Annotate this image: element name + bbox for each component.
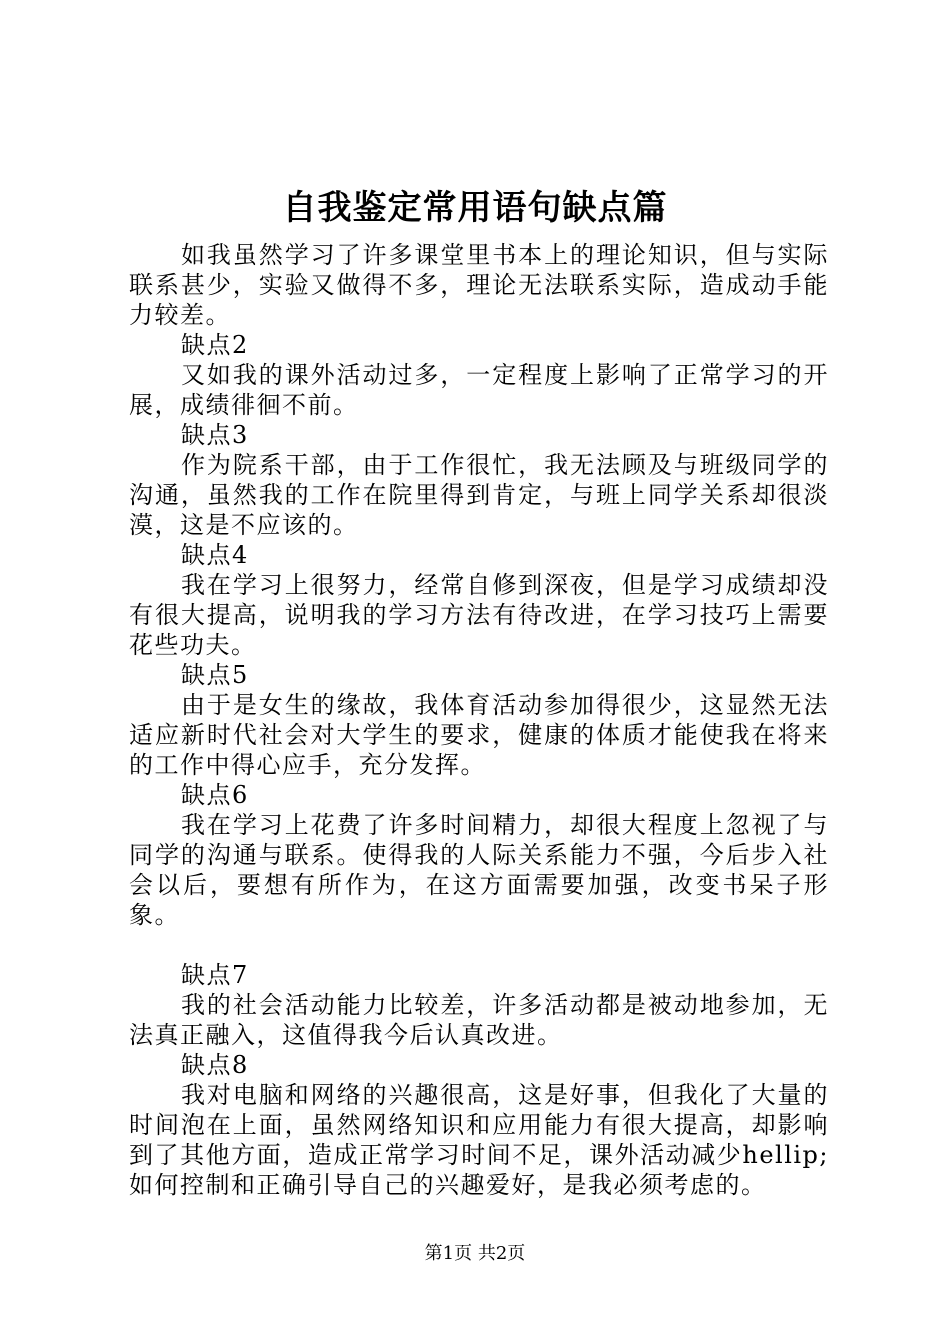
section-paragraph: 我对电脑和网络的兴趣很高，这是好事，但我化了大量的时间泡在上面，虽然网络知识和应用能力有很大提高，却影响到了其他方面，造成正常学习时间不足，课外活动减少hellip;如何控制和正确引导自己的兴趣爱好，是我必须考虑的。	[129, 1081, 829, 1199]
document-body	[129, 240, 829, 1200]
section-heading: 缺点3	[181, 421, 249, 449]
section-heading: 缺点4	[181, 541, 249, 569]
section-paragraph: 我的社会活动能力比较差，许多活动都是被动地参加，无法真正融入，这值得我今后认真改进。	[129, 991, 829, 1049]
section-heading: 缺点6	[181, 781, 249, 809]
section-heading: 缺点2	[181, 331, 249, 359]
section-paragraph: 作为院系干部，由于工作很忙，我无法顾及与班级同学的沟通，虽然我的工作在院里得到肯定，与班上同学关系却很淡漠，这是不应该的。	[129, 451, 829, 539]
section-heading: 缺点5	[181, 661, 249, 689]
blank-line	[129, 930, 829, 960]
section-heading: 缺点8	[181, 1051, 249, 1079]
section-paragraph: 由于是女生的缘故，我体育活动参加得很少，这显然无法适应新时代社会对大学生的要求，健康的体质才能使我在将来的工作中得心应手，充分发挥。	[129, 691, 829, 779]
page-number-footer: 第1页 共2页	[424, 1243, 526, 1264]
intro-paragraph: 如我虽然学习了许多课堂里书本上的理论知识，但与实际联系甚少，实验又做得不多，理论无法联系实际，造成动手能力较差。	[129, 241, 829, 329]
section-paragraph: 我在学习上很努力，经常自修到深夜，但是学习成绩却没有很大提高，说明我的学习方法有待改进，在学习技巧上需要花些功夫。	[129, 571, 829, 659]
section-paragraph: 又如我的课外活动过多，一定程度上影响了正常学习的开展，成绩徘徊不前。	[129, 361, 829, 419]
document-title: 自我鉴定常用语句缺点篇	[282, 188, 668, 228]
section-heading: 缺点7	[181, 961, 249, 989]
section-paragraph: 我在学习上花费了许多时间精力，却很大程度上忽视了与同学的沟通与联系。使得我的人际关系能力不强，今后步入社会以后，要想有所作为，在这方面需要加强，改变书呆子形象。	[129, 811, 829, 929]
